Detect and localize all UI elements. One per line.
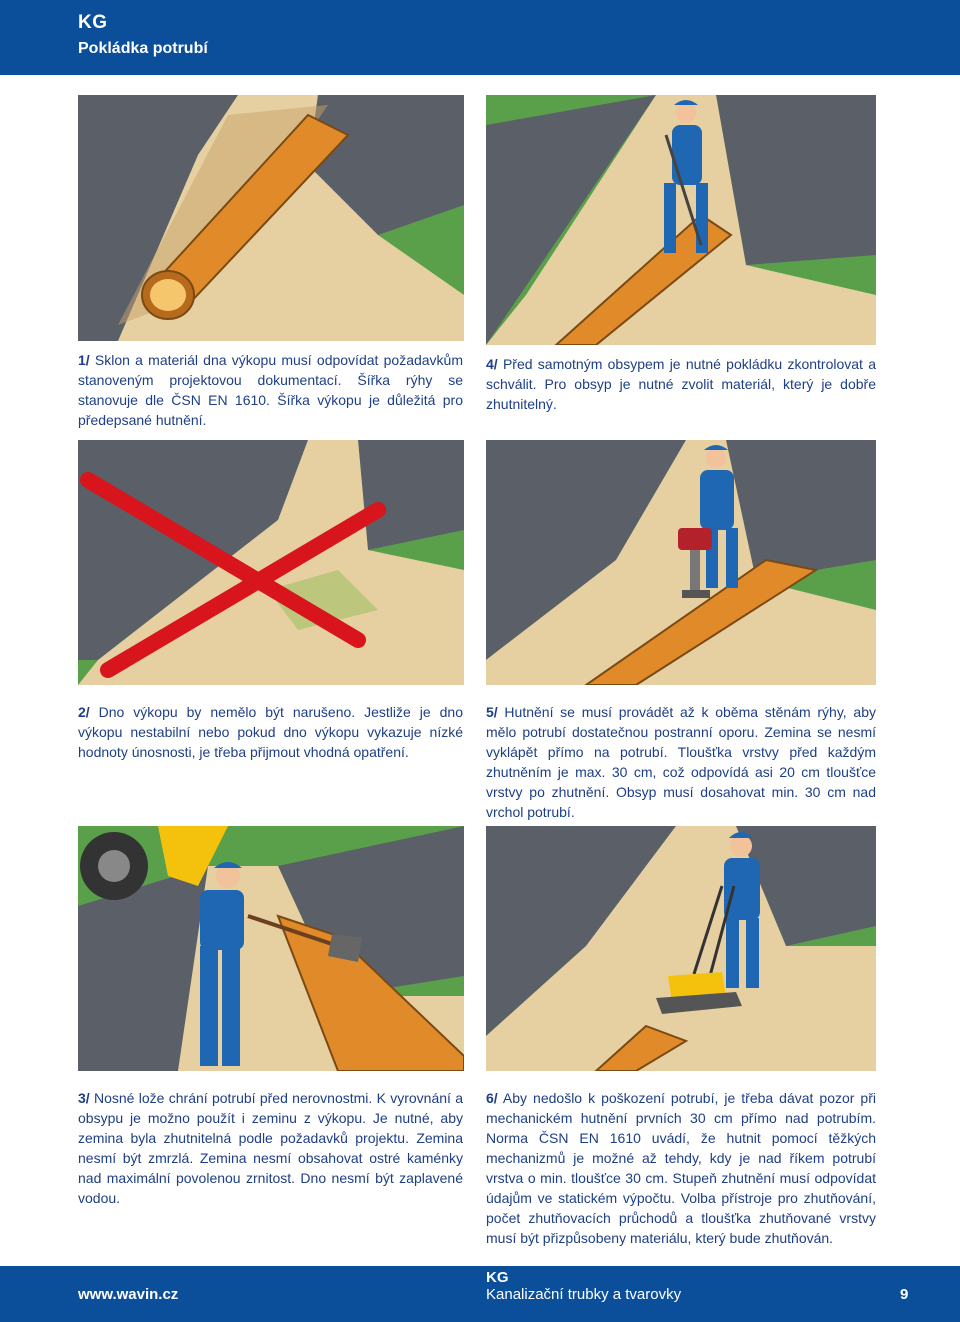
- illustration-trench-pipe: [78, 95, 464, 341]
- page-header: [0, 0, 960, 75]
- caption-text: Aby nedošlo k poškození potrubí, je třeba dávat pozor při mechanickém hutnění prvních 30 cm přímo nad potrubím. Norma ČSN EN 1610 uvádí, že hutnit pomocí těžkých mechanizmů je možné až tehdy, kdy je nad říkem potrubí vrstva o min. tloušťce 30 cm. Stupeň zhutnění musí odpovídat údajům ve statickém výpočtu. Volba přístroje pro zhutňování, počet zhutňovacích průchodů a tloušťka zhutňované vrstvy musí být přizpůsobeny materiálu, který bude zhutňován.: [486, 1090, 876, 1246]
- footer-brand: KG: [486, 1269, 509, 1286]
- illustration-bedding-shovel: [78, 826, 464, 1071]
- illustration-inspection: [486, 95, 876, 345]
- caption-step-4: [486, 354, 876, 414]
- caption-step-5: [486, 702, 876, 822]
- caption-text: Hutnění se musí provádět až k oběma stěnám rýhy, aby mělo potrubí dostatečnou postranní oporu. Zemina se nesmí vyklápět přímo na potrubí. Tloušťka vrstvy před každým zhutněním je max. 30 cm, což odpovídá asi 20 cm tloušťce vrstvy po zhutnění. Obsyp musí dosahovat min. 30 cm nad vrchol potrubí.: [486, 704, 876, 820]
- illustration-compaction-rammer: [486, 440, 876, 685]
- page-number: 9: [900, 1286, 909, 1303]
- step-number: 6/: [486, 1090, 498, 1106]
- caption-text: Sklon a materiál dna výkopu musí odpovídat požadavkům stanoveným projektovou dokumentací. Šířka rýhy se stanovuje dle ČSN EN 1610. Šířka výkopu je důležitá pro předepsané hutnění.: [78, 352, 464, 428]
- website-link[interactable]: www.wavin.cz: [78, 1286, 179, 1303]
- step-number: 4/: [486, 356, 498, 372]
- illustration-disturbed-bottom: [78, 440, 464, 685]
- header-brand: KG: [78, 12, 108, 33]
- step-number: 3/: [78, 1090, 90, 1106]
- caption-step-3: [78, 1088, 463, 1208]
- step-number: 5/: [486, 704, 498, 720]
- illustration-compaction-plate: [486, 826, 876, 1071]
- step-number: 1/: [78, 352, 90, 368]
- product-line-title: Kanalizační trubky a tvarovky: [486, 1286, 682, 1303]
- caption-step-6: [486, 1088, 876, 1248]
- step-number: 2/: [78, 704, 90, 720]
- page-title: Pokládka potrubí: [78, 40, 208, 57]
- page-footer: [0, 1266, 960, 1322]
- caption-step-2: [78, 702, 463, 762]
- caption-step-1: [78, 350, 463, 430]
- caption-text: Před samotným obsypem je nutné pokládku zkontrolovat a schválit. Pro obsyp je nutné zvolit materiál, který je dobře zhutnitelný.: [486, 356, 876, 412]
- caption-text: Nosné lože chrání potrubí před nerovnostmi. K vyrovnání a obsypu je možno použít i zeminu z výkopu. Je nutné, aby zemina byla zhutnitelná podle požadavků projektu. Zemina nesmí být zmrzlá. Zemina nesmí obsahovat ostré kaménky nad maximální povolenou zrnitost. Dno nesmí být zaplavené vodou.: [78, 1090, 464, 1206]
- caption-text: Dno výkopu by nemělo být narušeno. Jestliže je dno výkopu nestabilní nebo pokud dno výkopu vykazuje nízké hodnoty únosnosti, je třeba přijmout vhodná opatření.: [78, 704, 463, 760]
